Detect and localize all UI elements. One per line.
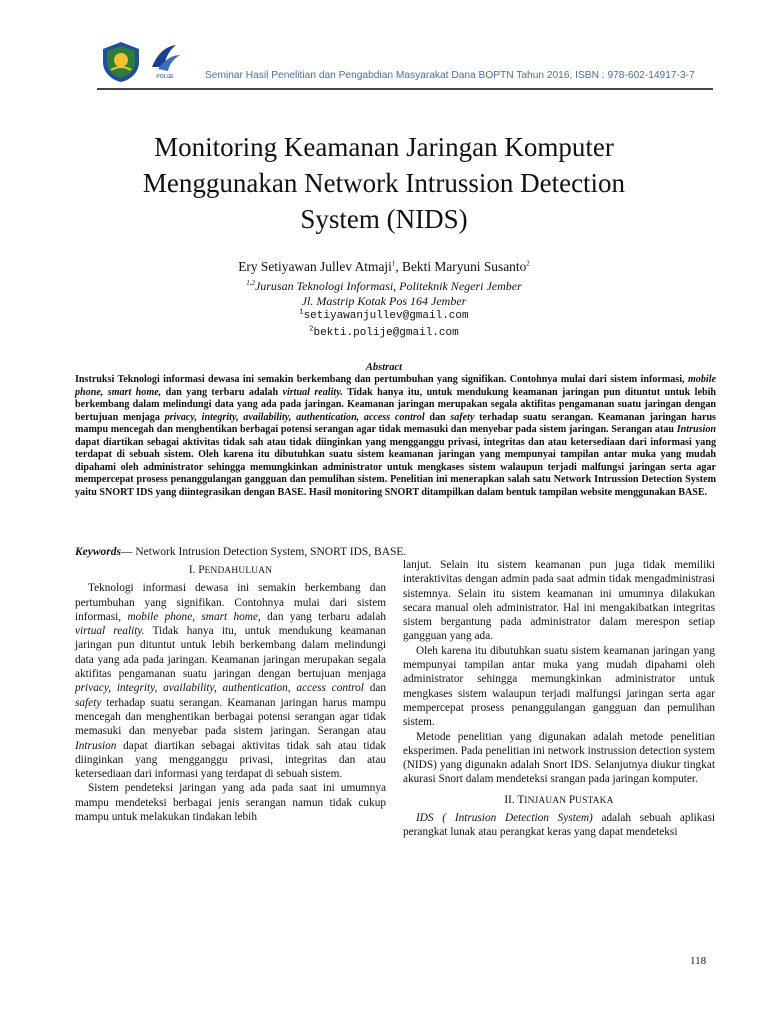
- email-superscript: 1: [299, 308, 304, 317]
- affiliation: [84, 279, 684, 309]
- paragraph: Metode penelitian yang digunakan adalah metode penelitian eksperimen. Pada penelitian ini network instrussion detection system (NIDS) yang digunakn adalah Snort IDS. Selanjutnya diukur tingkat akurasi Snort dalam mendeteksi srangan pada jaringan komputer.: [403, 730, 715, 786]
- email-address: bekti.polije@gmail.com: [313, 327, 459, 339]
- paper-title: [84, 129, 684, 237]
- university-logo-icon: [99, 40, 143, 84]
- section-heading-tinjauan-pustaka: II. TINJAUAN PUSTAKA: [504, 793, 614, 806]
- affiliation-text: Jurusan Teknologi Informasi, Politeknik Negeri Jember: [254, 279, 522, 293]
- email-superscript: 2: [309, 325, 314, 334]
- abstract-heading: Abstract: [365, 362, 403, 373]
- author-name: Bekti Maryuni Susanto: [402, 259, 527, 274]
- title-line: System (NIDS): [300, 204, 468, 234]
- section-heading-pendahuluan: I. PENDAHULUAN: [188, 564, 273, 576]
- author-list: [84, 259, 684, 275]
- email-address: setiyawanjullev@gmail.com: [303, 310, 469, 322]
- affiliation-line: Jl. Mastrip Kotak Pos 164 Jember: [301, 294, 467, 308]
- keywords-label: Keywords: [75, 546, 121, 558]
- keywords-text: Network Intrusion Detection System, SNORT IDS, BASE.: [132, 546, 407, 558]
- title-line: Monitoring Keamanan Jaringan Komputer: [154, 132, 614, 162]
- title-line: Menggunakan Network Intrussion Detection: [142, 168, 626, 198]
- keywords-dash: —: [121, 546, 133, 558]
- author-email: [84, 310, 684, 322]
- author-name: Ery Setiyawan Jullev Atmaji: [238, 259, 392, 274]
- left-column: [75, 563, 386, 824]
- author-superscript: 1: [391, 259, 396, 268]
- page-number: 118: [690, 955, 707, 967]
- paragraph: IDS ( Intrusion Detection System) adalah sebuah aplikasi perangkat lunak atau perangkat keras yang dapat mendeteksi: [403, 812, 715, 839]
- keywords-line: [75, 546, 406, 558]
- page-header: [0, 0, 768, 100]
- right-column: [403, 558, 715, 840]
- paragraph: lanjut. Selain itu sistem keamanan pun juga tidak memiliki interaktivitas dengan admin pada saat admin tidak mengadministrasi sistemnya. Selain itu sistem keamanan ini umumnya dilakukan secara manual oleh administrator. Hal ini mengakibatkan integritas sistem bergantung pada administrator dalam merespon setiap gangguan yang ada.: [403, 559, 715, 643]
- affiliation-line: [84, 279, 684, 294]
- header-divider: [97, 88, 713, 90]
- author-superscript: 2: [526, 259, 530, 268]
- logo-caption: POLIJE: [156, 74, 174, 80]
- author-email: [84, 327, 684, 339]
- conference-header: Seminar Hasil Penelitian dan Pengabdian Masyarakat Dana BOPTN Tahun 2016, ISBN : 978-602-14917-3-7: [205, 70, 695, 81]
- paragraph: Sistem pendeteksi jaringan yang ada pada saat ini umumnya mampu mendeteksi berbagai jenis serangan namun tidak cukup mampu untuk melakukan tindakan lebih: [75, 782, 386, 824]
- abstract-body: Instruksi Teknologi informasi dewasa ini semakin berkembang dan pertumbuhan yang signifikan. Contohnya mulai dari sistem informasi, mobile phone, smart home, dan yang terbaru adalah virtual reality. Tidak hanya itu, untuk mendukung keamanan jaringan pun dituntut untuk lebih berkembang dalam melindungi data yang ada pada jaringan. Keamanan jaringan merupakan segala aktifitas pengamanan suatu jaringan dengan bertujuan menjaga privacy, integrity, availability, authentication, access control dan safety terhadap suatu serangan. Keamanan jaringan harus mampu mencegah dan menghentikan berbagai potensi serangan agar tidak memasuki dan menyebar pada sistem jaringan. Serangan atau Intrusion dapat diartikan sebagai aktivitas tidak sah atau tidak diinginkan yang mengganggu privasi, integritas dan atau ketersediaan dari informasi yang terdapat di sebuah sistem. Oleh karena itu dibutuhkan suatu sistem keamanan jaringan yang mempunyai tampilan antar muka yang mudah dipahami oleh administrator sehingga memungkinkan administrator untuk mengkases sistem walaupun terjadi malfungsi jaringan serta agar mempercepat prosess penanggulangan gangguan dan pemulihan sistem. Penelitian ini menerapkan salah satu Network Intrussion Detection System yaitu SNORT IDS yang diintegrasikan dengan BASE. Hasil monitoring SNORT ditampilkan dalam bentuk tampilan website menggunakan BASE.: [75, 374, 716, 498]
- affiliation-superscript: 1,2: [246, 279, 255, 287]
- author-separator: ,: [395, 259, 403, 274]
- paragraph: Teknologi informasi dewasa ini semakin berkembang dan pertumbuhan yang signifikan. Contohnya mulai dari sistem informasi, mobile phone, smart home, dan yang terbaru adalah virtual reality. Tidak hanya itu, untuk mendukung keamanan jaringan pun dituntut untuk lebih berkembang dalam melindungi data yang ada pada jaringan. Keamanan jaringan merupakan segala aktifitas pengamanan suatu jaringan dengan bertujuan menjaga privacy, integrity, availability, authentication, access control dan safety terhadap suatu serangan. Keamanan jaringan harus mampu mencegah dan menghentikan berbagai potensi serangan agar tidak memasuki dan menyebar pada sistem jaringan. Serangan atau Intrusion dapat diartikan sebagai aktivitas tidak sah atau tidak diinginkan yang mengganggu privasi, integritas dan atau ketersediaan dari informasi yang terdapat di sebuah sistem.: [75, 582, 386, 781]
- paragraph: Oleh karena itu dibutuhkan suatu sistem keamanan jaringan yang mempunyai tampilan antar muka yang mudah dipahami oleh administrator sehingga memungkinkan administrator untuk mengkases sistem walaupun terjadi malfungsi jaringan serta agar mempercepat prosess penanggulangan gangguan dan pemulihan sistem.: [403, 644, 715, 729]
- polije-logo-icon: [146, 41, 184, 81]
